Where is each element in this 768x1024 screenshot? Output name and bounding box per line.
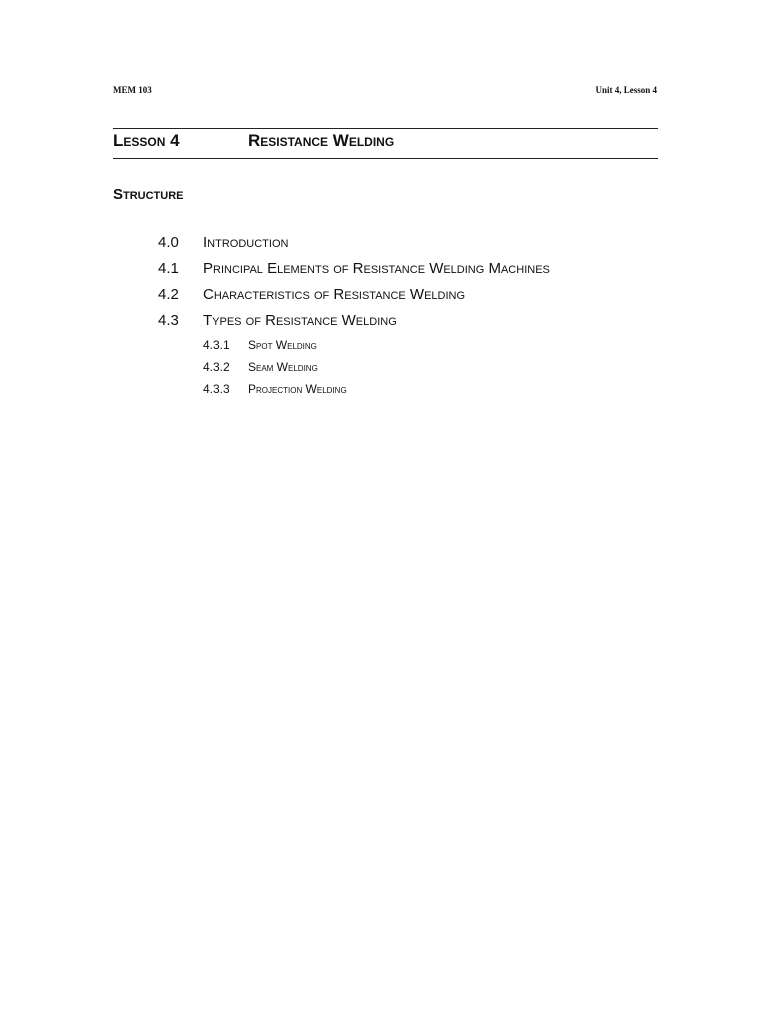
toc-item-title: Characteristics of Resistance Welding	[203, 286, 466, 303]
unit-lesson-label: Unit 4, Lesson 4	[595, 85, 657, 95]
structure-heading: Structure	[113, 186, 184, 203]
lesson-number: Lesson 4	[113, 131, 180, 150]
toc-item-number: 4.0	[158, 234, 179, 251]
toc-subitem-number: 4.3.3	[203, 382, 230, 396]
toc-item-number: 4.3	[158, 312, 179, 329]
toc-subitem-number: 4.3.1	[203, 338, 230, 352]
toc-item	[158, 233, 678, 259]
toc-item	[158, 311, 678, 337]
toc-item	[158, 259, 678, 285]
title-top-rule	[113, 128, 658, 129]
toc-subitem-number: 4.3.2	[203, 360, 230, 374]
toc-item-number: 4.1	[158, 260, 179, 277]
toc-item	[158, 285, 678, 311]
toc-subitem-title: Seam Welding	[248, 360, 318, 374]
toc-subitem-title: Projection Welding	[248, 382, 347, 396]
toc-subitem	[158, 359, 678, 381]
toc-subitem	[158, 337, 678, 359]
toc-item-number: 4.2	[158, 286, 179, 303]
toc-item-title: Principal Elements of Resistance Welding Machines	[203, 260, 550, 277]
course-code: MEM 103	[113, 85, 152, 95]
toc-item-title: Types of Resistance Welding	[203, 312, 397, 329]
toc-subitem-title: Spot Welding	[248, 338, 317, 352]
lesson-name: Resistance Welding	[248, 131, 395, 150]
toc-subitem	[158, 381, 678, 403]
table-of-contents	[158, 233, 678, 403]
toc-item-title: Introduction	[203, 234, 289, 251]
title-bottom-rule	[113, 158, 658, 159]
lesson-title	[113, 131, 658, 155]
